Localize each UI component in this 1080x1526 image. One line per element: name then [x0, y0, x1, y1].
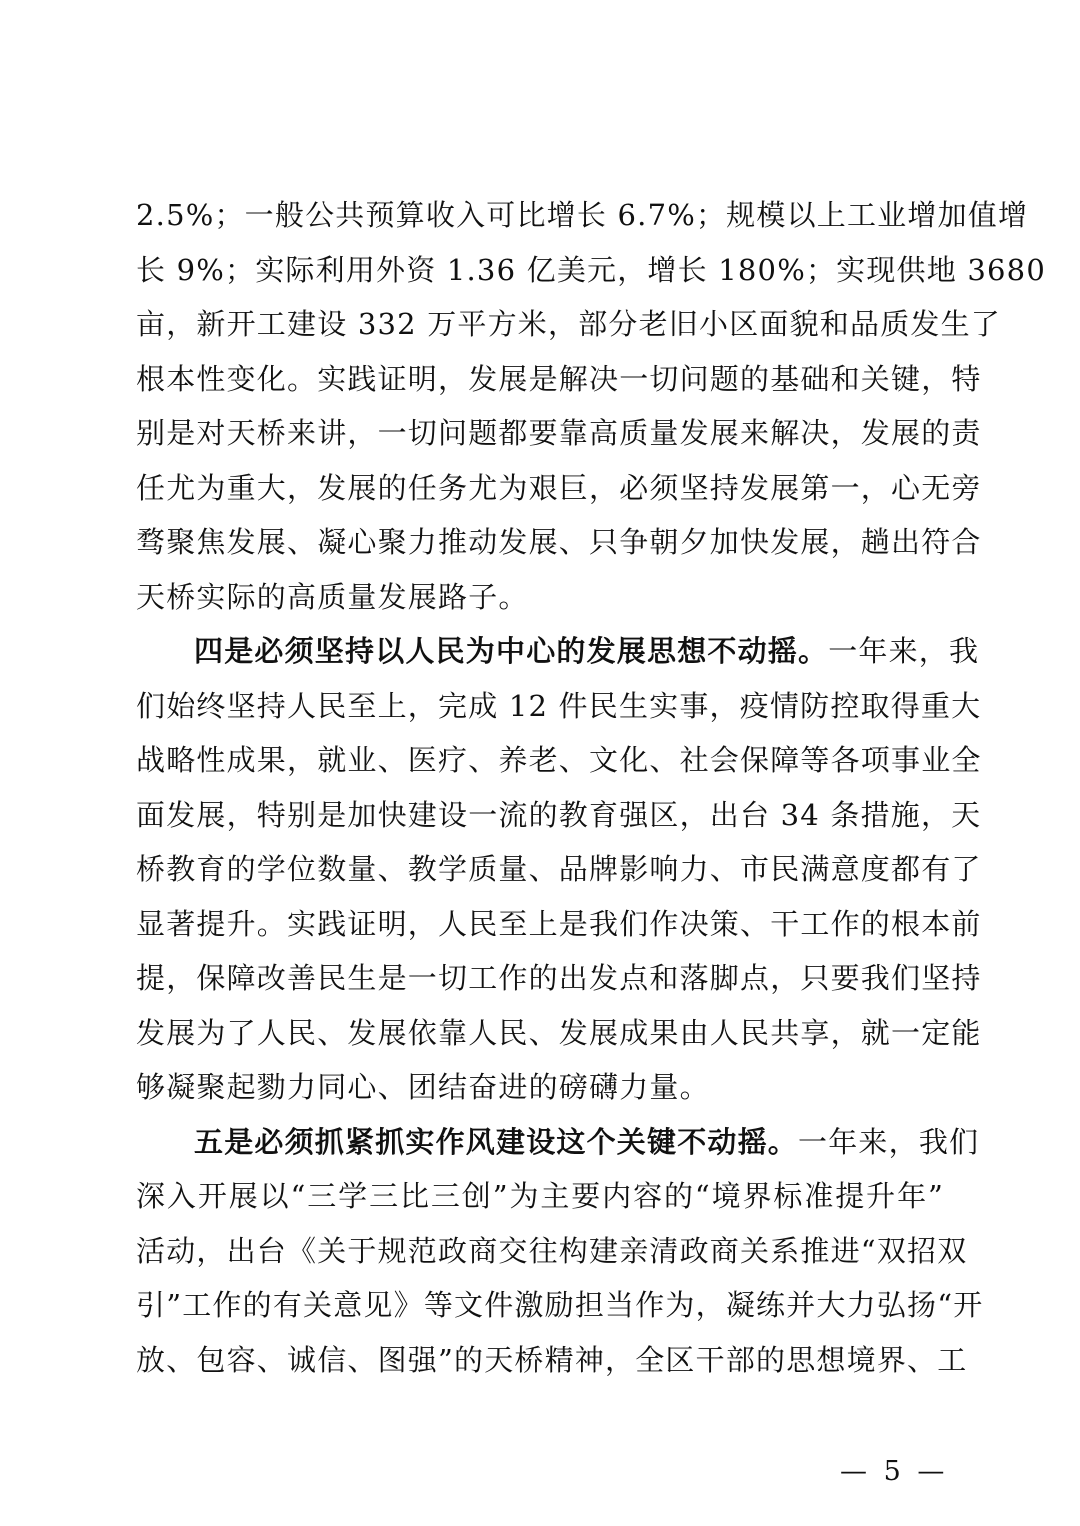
- text-line: 引”工作的有关意见》等文件激励担当作为，凝练并大力弘扬“开: [136, 1288, 984, 1322]
- text-line: 长 9%；实际利用外资 1.36 亿美元，增长 180%；实现供地 3680: [136, 252, 1046, 287]
- paragraph-heading: 四是必须坚持以人民为中心的发展思想不动摇。: [194, 634, 829, 668]
- text-line: 深入开展以“三学三比三创”为主要内容的“境界标准提升年”: [136, 1179, 944, 1213]
- text-line: 亩，新开工建设 332 万平方米，部分老旧小区面貌和品质发生了: [136, 307, 1001, 341]
- paragraph-heading: 五是必须抓紧抓实作风建设这个关键不动摇。: [194, 1124, 799, 1159]
- text-line: 骛聚焦发展、凝心聚力推动发展、只争朝夕加快发展，趟出符合: [136, 525, 982, 559]
- text-line: 够凝聚起勠力同心、团结奋进的磅礴力量。: [136, 1070, 710, 1104]
- text-line: 面发展，特别是加快建设一流的教育强区，出台 34 条措施，天: [136, 797, 982, 832]
- paragraph-first-line: [136, 1115, 980, 1170]
- text-line: 放、包容、诚信、图强”的天桥精神，全区干部的思想境界、工: [136, 1342, 968, 1377]
- text-line: 根本性变化。实践证明，发展是解决一切问题的基础和关键，特: [136, 361, 982, 396]
- text-line: 桥教育的学位数量、教学质量、品牌影响力、市民满意度都有了: [136, 852, 982, 886]
- text-line: 活动，出台《关于规范政商交往构建亲清政商关系推进“双招双: [136, 1233, 968, 1268]
- body-text: [136, 188, 1046, 1387]
- text-line: 提，保障改善民生是一切工作的出发点和落脚点，只要我们坚持: [136, 961, 982, 995]
- text-line: 2.5%；一般公共预算收入可比增长 6.7%；规模以上工业增加值增: [136, 198, 1029, 232]
- text-line: 任尤为重大，发展的任务尤为艰巨，必须坚持发展第一，心无旁: [136, 470, 982, 505]
- page-number: — 5 —: [840, 1456, 949, 1487]
- text-line: 显著提升。实践证明，人民至上是我们作决策、干工作的根本前: [136, 906, 982, 941]
- text-line: 天桥实际的高质量发展路子。: [136, 579, 529, 614]
- paragraph-first-line: [136, 624, 980, 679]
- text-span: 一年来，我: [828, 634, 980, 668]
- text-line: 们始终坚持人民至上，完成 12 件民生实事，疫情防控取得重大: [136, 688, 982, 723]
- text-line: 别是对天桥来讲，一切问题都要靠高质量发展来解决，发展的责: [136, 416, 982, 450]
- text-line: 发展为了人民、发展依靠人民、发展成果由人民共享，就一定能: [136, 1015, 982, 1050]
- text-span: 一年来，我们: [798, 1124, 980, 1159]
- text-line: 战略性成果，就业、医疗、养老、文化、社会保障等各项事业全: [136, 743, 982, 777]
